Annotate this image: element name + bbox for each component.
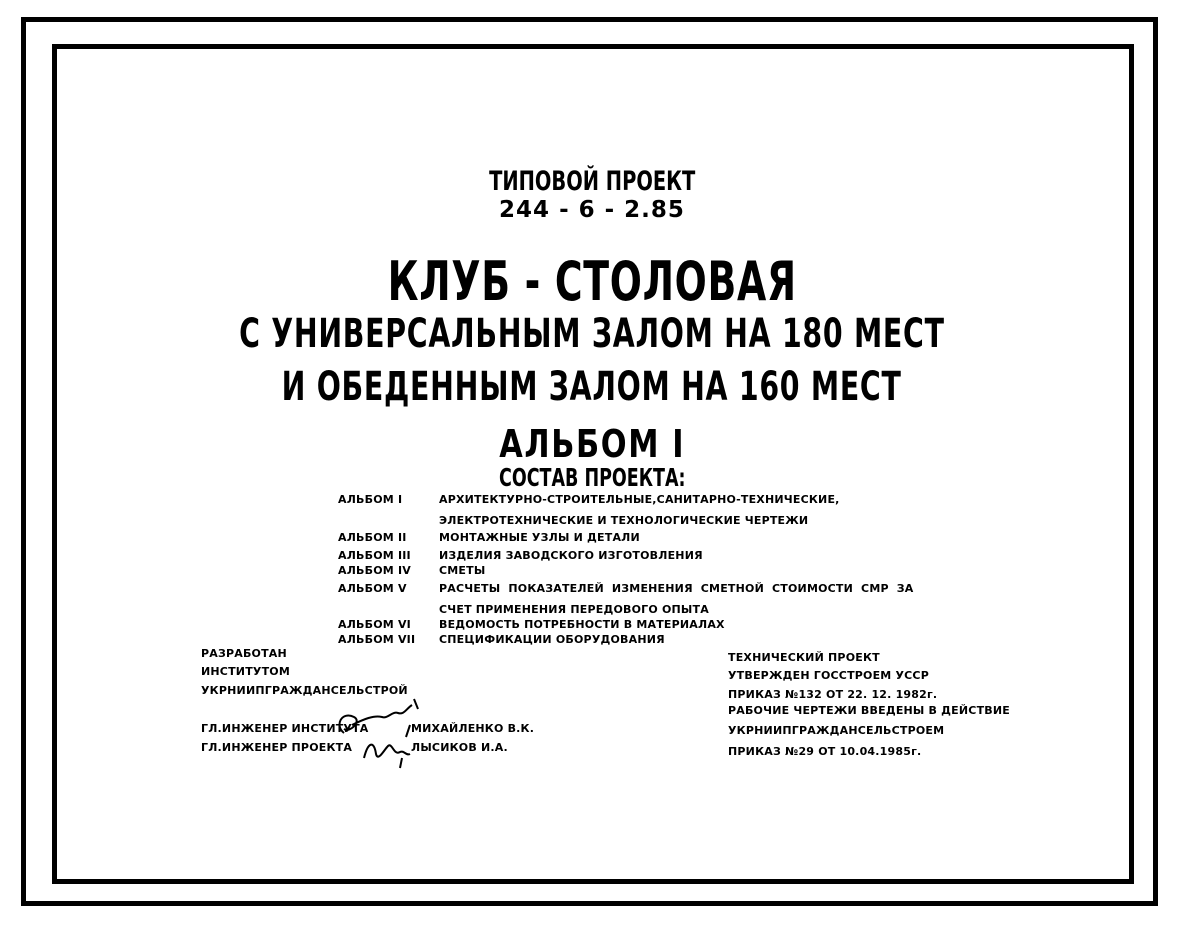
- chief-project-role: ГЛ.ИНЖЕНЕР ПРОЕКТА: [201, 741, 353, 754]
- approval-line5: УКРНИИПГРАЖДАНСЕЛЬСТРОЕМ: [728, 724, 945, 737]
- developer-line3: УКРНИИПГРАЖДАНСЕЛЬСТРОЙ: [201, 684, 408, 697]
- project-type-row: [0, 166, 1184, 197]
- title-line3: И ОБЕДЕННЫМ ЗАЛОМ НА 160 МЕСТ: [282, 364, 902, 410]
- main-title: КЛУБ - СТОЛОВАЯ: [387, 250, 797, 313]
- contents-text-1b: ЭЛЕКТРОТЕХНИЧЕСКИЕ И ТЕХНОЛОГИЧЕСКИЕ ЧЕРТЕЖИ: [439, 514, 809, 527]
- approval-line4: РАБОЧИЕ ЧЕРТЕЖИ ВВЕДЕНЫ В ДЕЙСТВИЕ: [728, 704, 1010, 717]
- contents-album-4: АЛЬБОМ IV: [338, 564, 411, 577]
- approval-line3: ПРИКАЗ №132 ОТ 22. 12. 1982г.: [728, 688, 938, 701]
- approval-line6: ПРИКАЗ №29 ОТ 10.04.1985г.: [728, 745, 922, 758]
- contents-heading: СОСТАВ ПРОЕКТА:: [498, 463, 686, 492]
- developer-line2: ИНСТИТУТОМ: [201, 665, 290, 678]
- main-title-row: [0, 250, 1184, 313]
- contents-text-6: ВЕДОМОСТЬ ПОТРЕБНОСТИ В МАТЕРИАЛАХ: [439, 618, 725, 631]
- project-number-row: [0, 197, 1184, 223]
- project-number: 244 - 6 - 2.85: [499, 197, 685, 223]
- contents-text-4: СМЕТЫ: [439, 564, 486, 577]
- album-title: АЛЬБОМ I: [499, 422, 685, 466]
- contents-album-6: АЛЬБОМ VI: [338, 618, 411, 631]
- chief-institute-name: МИХАЙЛЕНКО В.К.: [411, 722, 535, 735]
- approval-line2: УТВЕРЖДЕН ГОССТРОЕМ УССР: [728, 669, 929, 682]
- approval-line1: ТЕХНИЧЕСКИЙ ПРОЕКТ: [728, 651, 880, 664]
- chief-project-name: ЛЫСИКОВ И.А.: [411, 741, 508, 754]
- contents-album-1: АЛЬБОМ I: [338, 493, 403, 506]
- contents-text-5b: СЧЕТ ПРИМЕНЕНИЯ ПЕРЕДОВОГО ОПЫТА: [439, 603, 709, 616]
- title-line3-row: [0, 364, 1184, 410]
- contents-album-3: АЛЬБОМ III: [338, 549, 411, 562]
- contents-text-1: АРХИТЕКТУРНО-СТРОИТЕЛЬНЫЕ,САНИТАРНО-ТЕХНИЧЕСКИЕ,: [439, 493, 840, 506]
- contents-album-5: АЛЬБОМ V: [338, 582, 407, 595]
- title-line2-row: [0, 311, 1184, 357]
- album-title-row: [0, 422, 1184, 466]
- contents-text-3: ИЗДЕЛИЯ ЗАВОДСКОГО ИЗГОТОВЛЕНИЯ: [439, 549, 703, 562]
- contents-text-7: СПЕЦИФИКАЦИИ ОБОРУДОВАНИЯ: [439, 633, 665, 646]
- title-line2: С УНИВЕРСАЛЬНЫМ ЗАЛОМ НА 180 МЕСТ: [239, 311, 945, 357]
- contents-album-2: АЛЬБОМ II: [338, 531, 407, 544]
- contents-text-5: РАСЧЕТЫ ПОКАЗАТЕЛЕЙ ИЗМЕНЕНИЯ СМЕТНОЙ СТОИМОСТИ СМР ЗА: [439, 582, 914, 595]
- chief-institute-role: ГЛ.ИНЖЕНЕР ИНСТИТУТА: [201, 722, 369, 735]
- project-type: ТИПОВОЙ ПРОЕКТ: [488, 166, 696, 197]
- contents-text-2: МОНТАЖНЫЕ УЗЛЫ И ДЕТАЛИ: [439, 531, 640, 544]
- contents-heading-row: [0, 463, 1184, 492]
- contents-album-7: АЛЬБОМ VII: [338, 633, 416, 646]
- signature-lysikov: [358, 732, 418, 770]
- developer-line1: РАЗРАБОТАН: [201, 647, 287, 660]
